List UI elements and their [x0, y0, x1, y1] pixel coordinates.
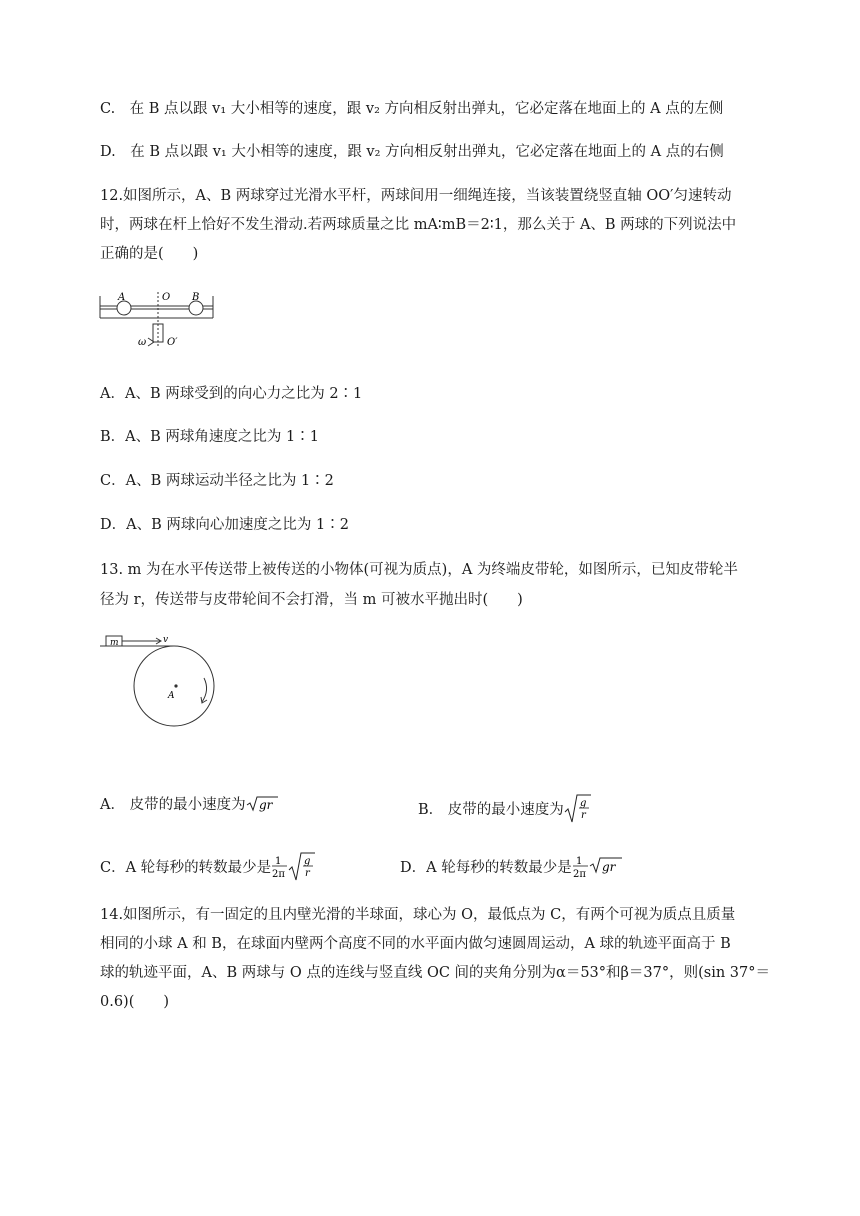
svg-text:gr: gr — [258, 798, 273, 812]
q13-stem-line1: 13. m 为在水平传送带上被传送的小物体(可视为质点)，A 为终端皮带轮，如图所示，已知皮带轮半 — [100, 562, 738, 578]
q13-option-a-text: A． 皮带的最小速度为 — [100, 797, 246, 813]
q12-label-a: A — [118, 292, 126, 303]
q13-option-c-text: C．A 轮每秒的转数最少是 — [100, 860, 272, 876]
q13-formula-sqrt-gr — [246, 795, 280, 813]
svg-text:g: g — [579, 798, 587, 809]
q13-pulley-wheel — [134, 646, 214, 726]
q13-label-m: m — [110, 638, 119, 648]
svg-text:r: r — [580, 810, 586, 821]
svg-text:r: r — [305, 868, 310, 879]
q12-label-o: O — [162, 292, 171, 303]
svg-text:g: g — [304, 856, 311, 867]
svg-text:gr: gr — [601, 860, 616, 874]
svg-text:2π: 2π — [272, 869, 286, 880]
q12-stem-line3: 正确的是( ) — [100, 246, 199, 262]
q13-label-v: v — [163, 635, 169, 645]
q14-stem-line4: 0.6)( ) — [100, 994, 170, 1010]
q12-option-b: B．A、B 两球角速度之比为 1∶1 — [100, 429, 319, 445]
q13-formula-inv-2pi-sqrt-g-over-r — [271, 852, 317, 882]
q13-label-a: A — [168, 691, 175, 701]
q12-ball-a — [117, 301, 131, 315]
q12-stem-line2: 时，两球在杆上恰好不发生滑动.若两球质量之比 mA∶mB＝2∶1，那么关于 A、B 两球的下列说法中 — [100, 217, 737, 233]
q13-figure — [98, 628, 226, 732]
q13-option-c — [100, 852, 317, 882]
q12-ball-b — [189, 301, 203, 315]
q12-stem-line1: 12.如图所示，A、B 两球穿过光滑水平杆，两球间用一细绳连接，当该装置绕竖直轴 OO′匀速转动 — [100, 188, 732, 204]
q12-label-o-prime: O′ — [167, 337, 178, 348]
q12-label-b: B — [192, 292, 200, 303]
q12-option-a: A．A、B 两球受到的向心力之比为 2∶1 — [100, 386, 363, 402]
q13-formula-sqrt-g-over-r — [564, 794, 592, 824]
q14-stem-line2: 相同的小球 A 和 B，在球面内壁两个高度不同的水平面内做匀速圆周运动，A 球的轨迹平面高于 B — [100, 936, 731, 952]
q12-option-c: C．A、B 两球运动半径之比为 1∶2 — [100, 473, 334, 489]
q13-wheel-center — [174, 684, 177, 687]
q12-label-omega: ω — [138, 337, 147, 348]
q12-figure — [98, 288, 228, 356]
q13-stem-line2: 径为 r，传送带与皮带轮间不会打滑，当 m 可被水平抛出时( ) — [100, 592, 523, 608]
q13-option-b-text: B． 皮带的最小速度为 — [418, 802, 564, 818]
q13-option-b — [418, 794, 592, 824]
svg-text:1: 1 — [575, 856, 583, 867]
q13-option-d — [400, 852, 624, 882]
svg-text:2π: 2π — [572, 869, 586, 880]
q13-option-d-text: D．A 轮每秒的转数最少是 — [400, 860, 572, 876]
q14-stem-line3: 球的轨迹平面，A、B 两球与 O 点的连线与竖直线 OC 间的夹角分别为α＝53°和β＝37°，则(sin 37°＝ — [100, 965, 770, 981]
q13-option-a — [100, 794, 280, 816]
q13-rotation-arrow — [202, 678, 207, 702]
q11-option-c: C. 在 B 点以跟 v₁ 大小相等的速度，跟 v₂ 方向相反射出弹丸，它必定落在地面上的 A 点的左侧 — [100, 101, 724, 117]
svg-text:1: 1 — [275, 856, 282, 867]
q13-formula-inv-2pi-sqrt-gr — [572, 852, 624, 882]
q14-stem-line1: 14.如图所示，有一固定的且内壁光滑的半球面，球心为 O，最低点为 C，有两个可视为质点且质量 — [100, 907, 736, 923]
q12-option-d: D．A、B 两球向心加速度之比为 1∶2 — [100, 517, 349, 533]
q11-option-d: D. 在 B 点以跟 v₁ 大小相等的速度，跟 v₂ 方向相反射出弹丸，它必定落在地面上的 A 点的右侧 — [100, 144, 724, 160]
